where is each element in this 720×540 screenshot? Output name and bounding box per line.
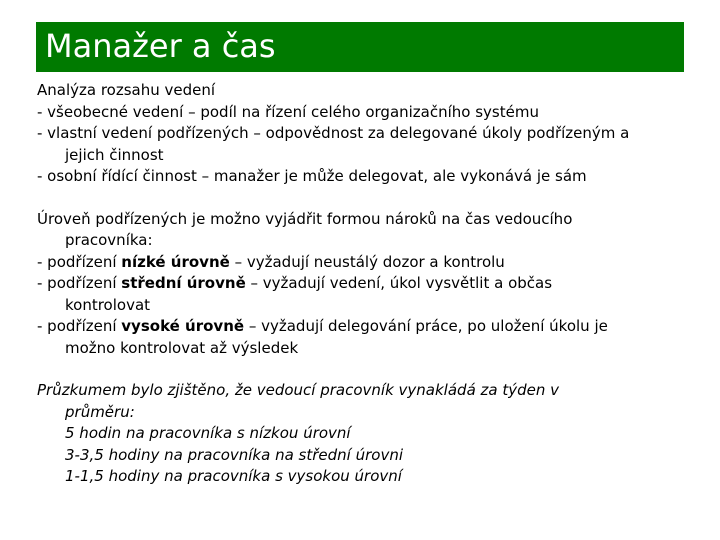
title-bar (36, 22, 684, 72)
item-emphasis: střední úrovně (121, 274, 246, 292)
survey-intro: Průzkumem bylo zjištěno, že vedoucí pracovník vynakládá za týden v (37, 381, 560, 399)
paragraph-intro: Úroveň podřízených je možno vyjádřit formou nároků na čas vedoucího (37, 209, 573, 228)
item-prefix: - podřízení (37, 252, 122, 271)
item-emphasis: nízké úrovně (121, 252, 230, 271)
list-item: - vlastní vedení podřízených – odpovědnost za delegované úkoly podřízeným a (37, 124, 630, 142)
item-text: – vyžadují neustálý dozor a kontrolu (229, 252, 505, 271)
paragraph-intro-continuation: pracovníka: (65, 231, 153, 249)
page-title: Manažer a čas (45, 27, 276, 65)
paragraph-gap (37, 359, 687, 380)
list-item-mid-level (37, 273, 687, 295)
survey-intro-continuation: průměru: (65, 402, 135, 421)
list-item-continuation: jejich činnost (65, 145, 164, 164)
list-item-low-level (37, 252, 687, 274)
item-emphasis: vysoké úrovně (121, 317, 245, 335)
item-text: – vyžadují vedení, úkol vysvětlit a občas (245, 274, 553, 292)
list-item: - všeobecné vedení – podíl na řízení celého organizačního systému (37, 102, 539, 121)
content-area (37, 80, 687, 488)
item-text: – vyžadují delegování práce, po uložení úkolu je (244, 317, 608, 335)
paragraph-gap (37, 188, 687, 209)
item-prefix: - podřízení (37, 274, 122, 292)
item-prefix: - podřízení (37, 317, 122, 335)
survey-line: 5 hodin na pracovníka s nízkou úrovní (65, 424, 351, 442)
section-heading: Analýza rozsahu vedení (37, 81, 216, 99)
survey-line: 3-3,5 hodiny na pracovníka na střední úrovni (65, 445, 403, 464)
list-item-continuation: kontrolovat (65, 295, 151, 314)
list-item: - osobní řídící činnost – manažer je může delegovat, ale vykonává je sám (37, 167, 587, 185)
list-item-high-level (37, 316, 687, 338)
survey-line: 1-1,5 hodiny na pracovníka s vysokou úrovní (65, 467, 402, 485)
list-item-continuation: možno kontrolovat až výsledek (65, 338, 299, 357)
